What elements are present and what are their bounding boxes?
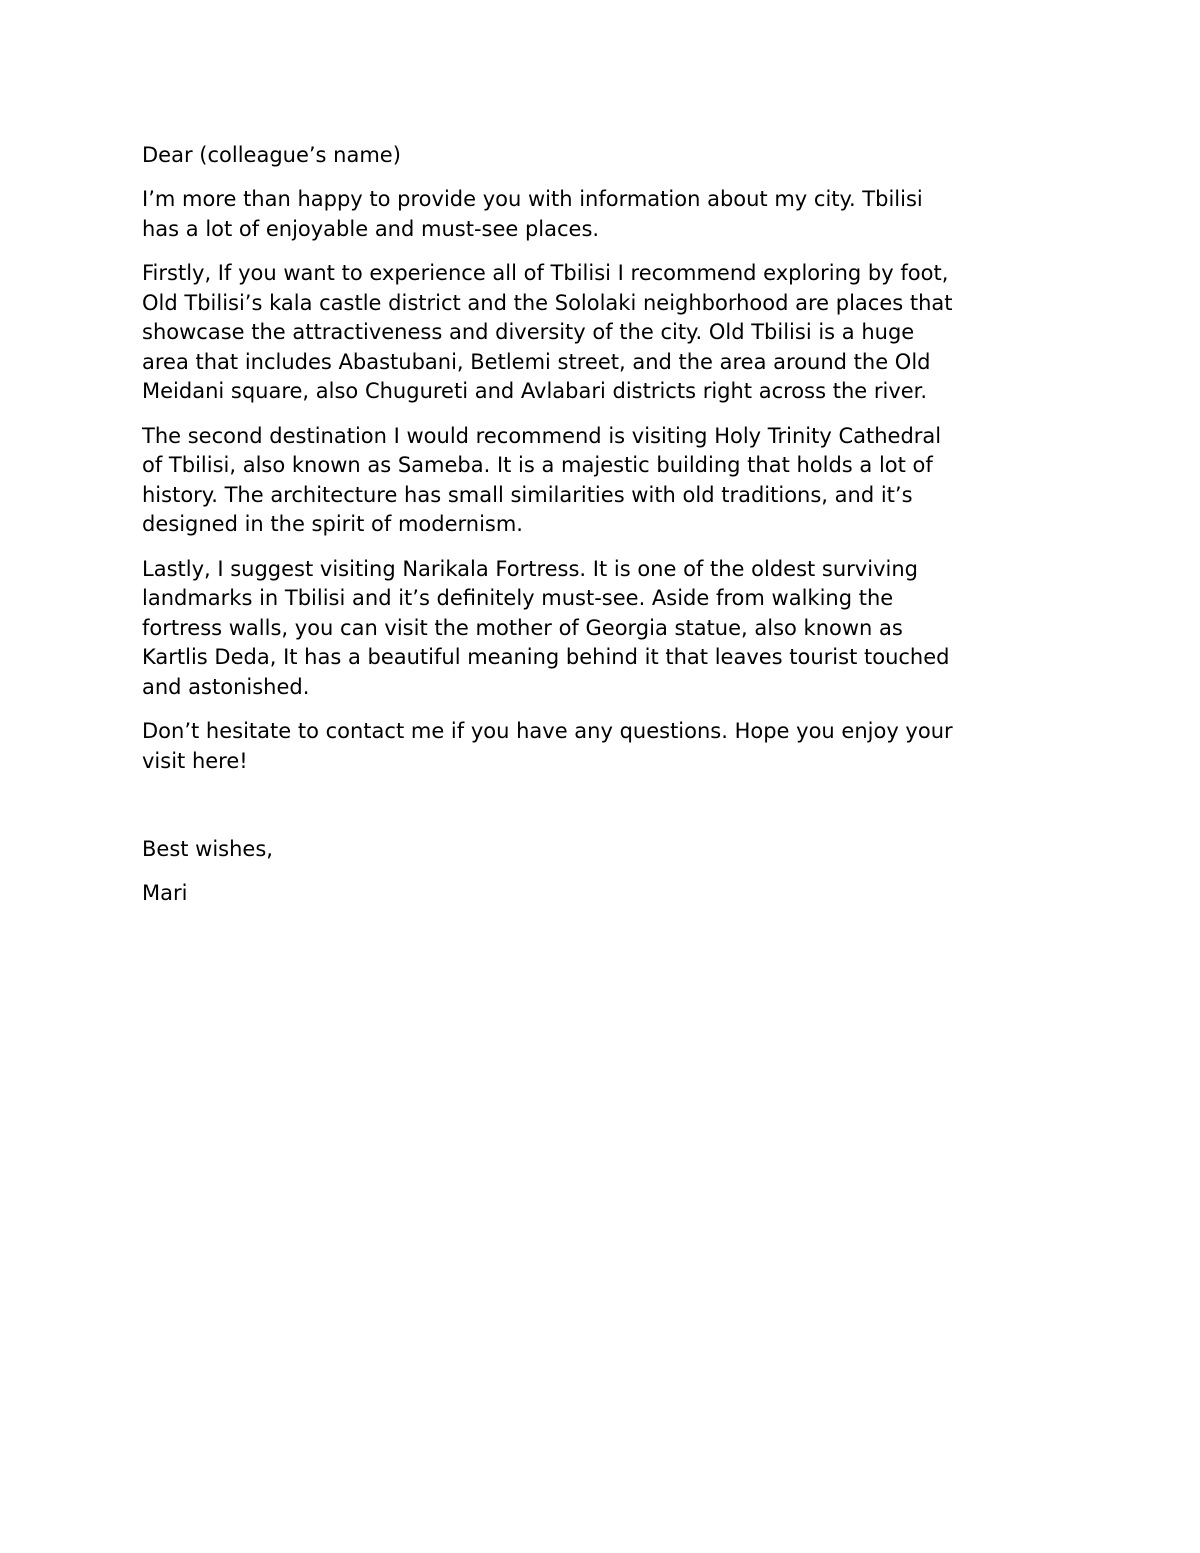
signature-line: Mari: [142, 881, 188, 906]
text-line: The second destination I would recommend is visiting Holy Trinity Cathedral: [142, 423, 942, 448]
text-line: and astonished.: [142, 674, 310, 699]
blank-line: [142, 791, 1062, 835]
text-line: Old Tbilisi’s kala castle district and the Sololaki neighborhood are places that: [142, 290, 953, 315]
text-line: Kartlis Deda, It has a beautiful meaning behind it that leaves tourist touched: [142, 645, 950, 670]
text-line: showcase the attractiveness and diversity of the city. Old Tbilisi is a huge: [142, 320, 915, 345]
paragraph-narikala: [142, 555, 1062, 703]
text-line: Lastly, I suggest visiting Narikala Fortress. It is one of the oldest surviving: [142, 556, 918, 581]
closing: [142, 835, 1062, 865]
letter-body: [142, 141, 1062, 923]
text-line: fortress walls, you can visit the mother of Georgia statue, also known as: [142, 615, 903, 640]
paragraph-contact: [142, 717, 1062, 776]
paragraph-sameba: [142, 422, 1062, 540]
paragraph-old-tbilisi: [142, 259, 1062, 407]
text-line: Don’t hesitate to contact me if you have any questions. Hope you enjoy your: [142, 719, 953, 744]
closing-line: Best wishes,: [142, 836, 273, 861]
text-line: landmarks in Tbilisi and it’s definitely must-see. Aside from walking the: [142, 586, 894, 611]
signature: [142, 879, 1062, 909]
text-line: has a lot of enjoyable and must-see places.: [142, 216, 600, 241]
salutation: [142, 141, 1062, 171]
text-line: designed in the spirit of modernism.: [142, 512, 523, 537]
text-line: I’m more than happy to provide you with information about my city. Tbilisi: [142, 187, 923, 212]
text-line: visit here!: [142, 748, 248, 773]
text-line: of Tbilisi, also known as Sameba. It is a majestic building that holds a lot of: [142, 453, 933, 478]
salutation-line: Dear (colleague’s name): [142, 143, 401, 167]
text-line: history. The architecture has small similarities with old traditions, and it’s: [142, 482, 913, 507]
paragraph-intro: [142, 185, 1062, 244]
text-line: Meidani square, also Chugureti and Avlabari districts right across the river.: [142, 379, 928, 404]
text-line: Firstly, If you want to experience all of Tbilisi I recommend exploring by foot,: [142, 260, 949, 285]
text-line: area that includes Abastubani, Betlemi street, and the area around the Old: [142, 349, 931, 374]
